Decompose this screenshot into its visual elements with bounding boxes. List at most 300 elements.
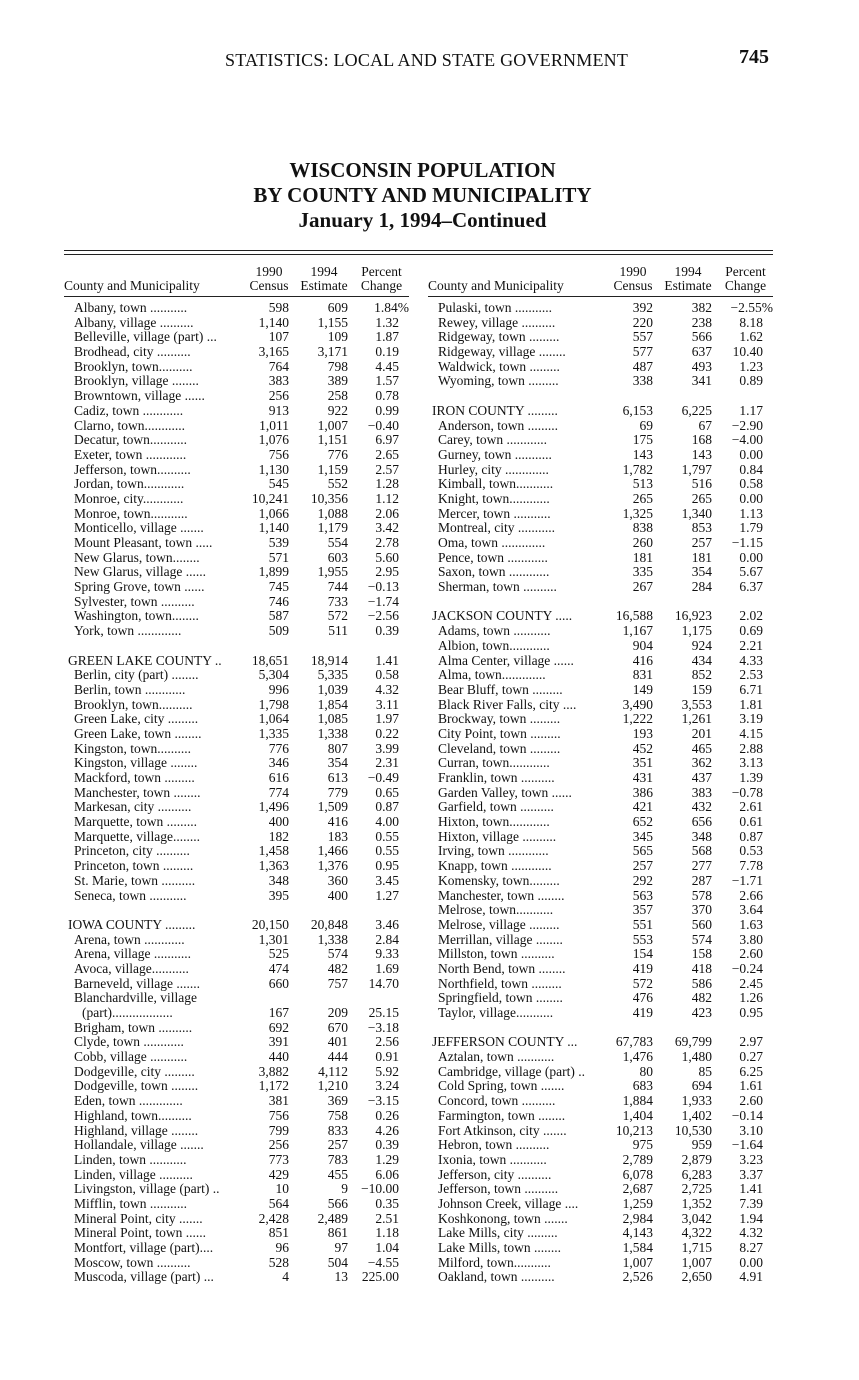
municipality-name: Muscoda, village (part) ...: [74, 1270, 214, 1285]
percent-change: 3.10: [739, 1122, 763, 1138]
estimate-1994: 1,210: [317, 1078, 348, 1094]
table-row: [64, 301, 409, 316]
estimate-1994: 2,650: [681, 1269, 712, 1285]
estimate-1994: 656: [691, 814, 712, 830]
municipality-name: Black River Falls, city ....: [438, 697, 577, 712]
estimate-1994: 69,799: [674, 1034, 712, 1050]
municipality-name: Waldwick, town .........: [438, 359, 560, 374]
running-head: STATISTICS: LOCAL AND STATE GOVERNMENT: [225, 50, 629, 70]
percent-change: −2.56: [367, 608, 399, 624]
census-1990: 1,404: [622, 1107, 653, 1123]
table-row: [428, 977, 773, 992]
estimate-1994: 1,854: [317, 696, 348, 712]
census-1990: 3,490: [622, 696, 653, 712]
estimate-1994: 1,376: [317, 858, 348, 874]
percent-change: 3.42: [375, 520, 399, 536]
percent-change: 2.61: [739, 799, 763, 815]
census-1990: 80: [639, 1063, 653, 1079]
table-row: [64, 727, 409, 742]
census-1990: 107: [268, 329, 289, 345]
table-row: [64, 756, 409, 771]
census-1990: 572: [632, 975, 653, 991]
census-1990: 391: [268, 1034, 289, 1050]
census-1990: 193: [632, 725, 653, 741]
census-1990: 683: [632, 1078, 653, 1094]
census-1990: 1,259: [622, 1195, 653, 1211]
percent-change: 0.58: [739, 476, 763, 492]
table-row: [428, 580, 773, 595]
census-1990: 400: [268, 814, 289, 830]
municipality-name: Knapp, town ............: [438, 859, 552, 874]
municipality-name: York, town .............: [74, 624, 182, 639]
municipality-name: Barneveld, village .......: [74, 976, 200, 991]
census-1990: 1,064: [258, 711, 289, 727]
percent-change: 2.51: [375, 1210, 399, 1226]
census-1990: 764: [268, 358, 289, 374]
estimate-1994: 566: [691, 329, 712, 345]
census-1990: 5,304: [258, 667, 289, 683]
table-row: [428, 536, 773, 551]
municipality-name: Alma, town.............: [438, 668, 546, 683]
table-row: [64, 1124, 409, 1139]
table-row: [428, 712, 773, 727]
table-row: [64, 389, 409, 404]
table-row: [428, 903, 773, 918]
percent-change: −0.40: [367, 417, 399, 433]
estimate-1994: 1,715: [681, 1240, 712, 1255]
table-row: [428, 698, 773, 713]
percent-change: 5.92: [375, 1063, 399, 1079]
municipality-name: Brooklyn, town..........: [74, 359, 193, 374]
double-rule-bottom: [64, 254, 773, 255]
municipality-name: Oakland, town ..........: [438, 1270, 555, 1285]
header-estimate: [296, 265, 352, 293]
census-1990: 1,140: [258, 314, 289, 330]
county-row: [428, 609, 773, 624]
table-row: [64, 580, 409, 595]
table-row: [64, 1212, 409, 1227]
estimate-1994: 20,848: [310, 916, 348, 932]
municipality-name: Kingston, village ........: [74, 756, 198, 771]
table-row: [428, 360, 773, 375]
right-rows: [428, 297, 773, 1285]
municipality-name: IRON COUNTY .........: [432, 403, 558, 418]
estimate-1994: 183: [327, 828, 348, 844]
census-1990: 4,143: [622, 1225, 653, 1241]
header-municipality: County and Municipality: [428, 278, 564, 293]
header-census-line2: Census: [613, 278, 653, 293]
census-1990: 616: [268, 770, 289, 785]
estimate-1994: 1,466: [317, 843, 348, 859]
percent-change: 4.00: [375, 814, 399, 830]
municipality-name: Jefferson, town..........: [74, 462, 191, 477]
census-1990: 345: [632, 828, 653, 844]
table-row: [64, 433, 409, 448]
percent-change: 6.06: [375, 1166, 399, 1182]
municipality-name: Brockway, town .........: [438, 712, 561, 727]
percent-change: 2.45: [739, 975, 763, 991]
header-estimate-line2: Estimate: [300, 278, 348, 293]
municipality-name: Cobb, village ...........: [74, 1050, 188, 1065]
percent-change: 8.27: [739, 1240, 763, 1255]
municipality-name: Rewey, village ..........: [438, 315, 556, 330]
census-1990: 692: [268, 1019, 289, 1035]
table-row: [428, 301, 773, 316]
municipality-name: Livingston, village (part) ..: [74, 1182, 220, 1197]
percent-change: 1.69: [375, 960, 399, 976]
municipality-name: Brodhead, city ..........: [74, 345, 191, 360]
estimate-1994: 1,155: [317, 314, 348, 330]
percent-change: 1.27: [375, 887, 399, 903]
percent-change: 2.66: [739, 887, 763, 903]
percent-change: 2.84: [375, 931, 399, 947]
estimate-1994: 566: [327, 1195, 348, 1211]
percent-change: 2.56: [375, 1034, 399, 1050]
header-change: [718, 265, 773, 293]
census-1990: 149: [632, 681, 653, 697]
table-row: [428, 859, 773, 874]
percent-change: −10.00: [361, 1181, 399, 1197]
table-row: [428, 1182, 773, 1197]
census-1990: 348: [268, 872, 289, 888]
census-1990: 4: [282, 1269, 289, 1285]
municipality-name: IOWA COUNTY .........: [68, 917, 196, 932]
municipality-name: Monticello, village .......: [74, 521, 204, 536]
table-row: [428, 815, 773, 830]
census-1990: 1,140: [258, 520, 289, 536]
table-row: [428, 1124, 773, 1139]
estimate-1994: 437: [691, 770, 712, 785]
municipality-name: JEFFERSON COUNTY ...: [432, 1035, 578, 1050]
census-1990: 429: [268, 1166, 289, 1182]
census-1990: 10,241: [251, 490, 289, 506]
census-1990: 509: [268, 623, 289, 639]
estimate-1994: 2,879: [681, 1151, 712, 1167]
estimate-1994: 1,955: [317, 564, 348, 580]
municipality-name: Montreal, city ...........: [438, 521, 555, 536]
census-1990: 1,496: [258, 799, 289, 815]
estimate-1994: 9: [341, 1181, 348, 1197]
municipality-name: Gurney, town ...........: [438, 447, 552, 462]
percent-change: −0.14: [731, 1107, 763, 1123]
table-row: [64, 874, 409, 889]
census-1990: 1,076: [258, 432, 289, 448]
table-row: [428, 330, 773, 345]
estimate-1994: 1,933: [681, 1093, 712, 1109]
estimate-1994: 1,509: [317, 799, 348, 815]
percent-change: 8.18: [739, 314, 763, 330]
municipality-name: Arena, town ............: [74, 932, 185, 947]
section-gap: [428, 595, 773, 610]
right-column-header: [428, 258, 773, 297]
estimate-1994: 516: [691, 476, 712, 492]
table-row: [64, 889, 409, 904]
estimate-1994: 418: [691, 960, 712, 976]
municipality-name: Brooklyn, town..........: [74, 697, 193, 712]
percent-change: 1.29: [375, 1151, 399, 1167]
census-1990: 838: [632, 520, 653, 536]
estimate-1994: 1,338: [317, 725, 348, 741]
census-1990: 154: [632, 946, 653, 962]
table-row: [64, 316, 409, 331]
estimate-1994: 362: [691, 755, 712, 771]
census-1990: 143: [632, 446, 653, 462]
table-row: [428, 1138, 773, 1153]
census-1990: 756: [268, 446, 289, 462]
header-estimate-line1: 1994: [674, 264, 702, 279]
municipality-name: Garfield, town ..........: [438, 800, 554, 815]
census-1990: 545: [268, 476, 289, 492]
municipality-name: Cold Spring, town .......: [438, 1079, 565, 1094]
municipality-name: Pulaski, town ...........: [438, 301, 553, 315]
census-1990: 746: [268, 593, 289, 609]
census-1990: 16,588: [615, 608, 653, 624]
municipality-name: Brigham, town ..........: [74, 1020, 193, 1035]
estimate-1994: 554: [327, 535, 348, 550]
county-row: [428, 1035, 773, 1050]
municipality-name: GREEN LAKE COUNTY ..: [68, 653, 222, 668]
estimate-1994: 1,007: [681, 1254, 712, 1270]
municipality-name: Concord, town ..........: [438, 1094, 556, 1109]
percent-change: 1.87: [375, 329, 399, 345]
census-1990: 773: [268, 1151, 289, 1167]
table-row: [64, 551, 409, 566]
percent-change: −1.74: [367, 593, 399, 609]
table-row: [64, 962, 409, 977]
percent-change: 6.37: [739, 579, 763, 595]
table-row: [64, 1109, 409, 1124]
estimate-1994: 613: [327, 770, 348, 785]
municipality-name: Northfield, town .........: [438, 976, 562, 991]
estimate-1994: 10,356: [310, 490, 348, 506]
section-gap: [428, 1021, 773, 1036]
estimate-1994: 733: [327, 593, 348, 609]
header-change-line2: Change: [724, 278, 767, 293]
census-1990: 381: [268, 1093, 289, 1109]
percent-change: 1.39: [739, 770, 763, 785]
municipality-name: Manchester, town ........: [74, 785, 201, 800]
percent-change: 0.26: [375, 1107, 399, 1123]
percent-change: 25.15: [368, 1005, 399, 1020]
percent-change: −3.15: [367, 1093, 399, 1109]
percent-change: 0.87: [739, 828, 763, 844]
census-1990: 256: [268, 388, 289, 404]
estimate-1994: 10,530: [674, 1122, 712, 1138]
census-1990: 1,476: [622, 1049, 653, 1065]
table-row: [64, 1168, 409, 1183]
table-row: [64, 565, 409, 580]
percent-change: 1.28: [375, 476, 399, 492]
municipality-name: Eden, town .............: [74, 1094, 183, 1109]
table-row: [64, 507, 409, 522]
municipality-name: Oma, town .............: [438, 536, 546, 550]
percent-change: −2.55%: [730, 300, 773, 315]
percent-change: 4.26: [375, 1122, 399, 1138]
percent-change: −1.64: [731, 1137, 763, 1153]
table-row: [64, 1197, 409, 1212]
census-1990: 96: [275, 1240, 289, 1255]
census-1990: 563: [632, 887, 653, 903]
table-row: [64, 1153, 409, 1168]
county-row: [428, 404, 773, 419]
census-1990: 564: [268, 1195, 289, 1211]
census-1990: 1,458: [258, 843, 289, 859]
municipality-name: Avoca, village...........: [74, 961, 189, 976]
estimate-1994: 1,402: [681, 1107, 712, 1123]
percent-change: 1.61: [739, 1078, 763, 1094]
table-row: [428, 1006, 773, 1021]
percent-change: 1.13: [739, 505, 763, 521]
estimate-1994: 13: [334, 1269, 348, 1285]
percent-change: 1.57: [375, 373, 399, 389]
percent-change: 0.22: [375, 725, 399, 741]
table-row: [64, 991, 409, 1006]
percent-change: 225.00: [361, 1269, 399, 1285]
municipality-name: Lake Mills, city .........: [438, 1226, 558, 1241]
table-row: [64, 1182, 409, 1197]
header-census-line2: Census: [249, 278, 289, 293]
table-row: [64, 800, 409, 815]
census-1990: 571: [268, 549, 289, 565]
percent-change: −4.00: [731, 432, 763, 448]
municipality-name: Arena, village ...........: [74, 947, 191, 962]
census-1990: 774: [268, 784, 289, 800]
census-1990: 357: [632, 902, 653, 918]
table-row: [428, 918, 773, 933]
municipality-name: Saxon, town ............: [438, 565, 550, 580]
percent-change: 0.53: [739, 843, 763, 859]
table-row: [64, 771, 409, 786]
header-change: [354, 265, 409, 293]
municipality-name: Montfort, village (part)....: [74, 1241, 214, 1255]
estimate-1994: 574: [691, 931, 712, 947]
estimate-1994: 444: [327, 1049, 348, 1065]
census-1990: 1,884: [622, 1093, 653, 1109]
census-1990: 487: [632, 358, 653, 374]
estimate-1994: 670: [327, 1019, 348, 1035]
municipality-name: Alma Center, village ......: [438, 653, 574, 668]
estimate-1994: 779: [327, 784, 348, 800]
census-1990: 577: [632, 344, 653, 360]
census-1990: 257: [632, 858, 653, 874]
municipality-name: Kingston, town..........: [74, 741, 192, 756]
census-1990: 167: [268, 1005, 289, 1020]
percent-change: 0.27: [739, 1049, 763, 1065]
municipality-name: Clarno, town............: [74, 418, 185, 433]
municipality-name: Kimball, town...........: [438, 477, 554, 492]
percent-change: 0.89: [739, 373, 763, 389]
estimate-1994: 265: [691, 490, 712, 506]
census-1990: 652: [632, 814, 653, 830]
table-row: [64, 977, 409, 992]
header-municipality: County and Municipality: [64, 278, 200, 293]
table-row: [428, 374, 773, 389]
census-1990: 2,428: [258, 1210, 289, 1226]
percent-change: 2.95: [375, 564, 399, 580]
municipality-name: Manchester, town ........: [438, 888, 565, 903]
estimate-1994: 4,322: [681, 1225, 712, 1241]
percent-change: 1.84%: [374, 300, 409, 315]
estimate-1994: 1,340: [681, 505, 712, 521]
percent-change: 4.45: [375, 358, 399, 374]
municipality-name: Springfield, town ........: [438, 991, 563, 1006]
estimate-1994: 455: [327, 1166, 348, 1182]
census-1990: 587: [268, 608, 289, 624]
estimate-1994: 3,042: [681, 1210, 712, 1226]
census-1990: 2,984: [622, 1210, 653, 1226]
municipality-name: Franklin, town ..........: [438, 771, 555, 785]
percent-change: 6.71: [739, 681, 763, 697]
header-change-line1: Percent: [725, 264, 766, 279]
municipality-name: Dodgeville, town ........: [74, 1079, 199, 1094]
estimate-1994: 574: [327, 946, 348, 962]
percent-change: 2.60: [739, 946, 763, 962]
municipality-name: Jordan, town............: [74, 477, 185, 492]
census-1990: 6,153: [622, 402, 653, 418]
municipality-name: Cambridge, village (part) ..: [438, 1064, 585, 1079]
percent-change: 0.69: [739, 623, 763, 639]
percent-change: 1.62: [739, 329, 763, 345]
municipality-name: Adams, town ...........: [438, 624, 551, 639]
table-row: [64, 521, 409, 536]
municipality-name: Mineral Point, city .......: [74, 1211, 203, 1226]
estimate-1994: 3,553: [681, 696, 712, 712]
municipality-name: Fort Atkinson, city .......: [438, 1123, 567, 1138]
census-1990: 975: [632, 1137, 653, 1153]
percent-change: 1.18: [375, 1225, 399, 1241]
census-1990: 1,798: [258, 696, 289, 712]
estimate-1994: 16,923: [674, 608, 712, 624]
census-1990: 2,526: [622, 1269, 653, 1285]
title-line-1: WISCONSIN POPULATION: [289, 158, 556, 182]
percent-change: −3.18: [367, 1019, 399, 1035]
estimate-1994: 1,085: [317, 711, 348, 727]
percent-change: 2.21: [739, 637, 763, 653]
percent-change: 3.46: [375, 916, 399, 932]
census-1990: 346: [268, 755, 289, 771]
table-row: [428, 786, 773, 801]
percent-change: 2.78: [375, 535, 399, 550]
percent-change: 0.65: [375, 784, 399, 800]
municipality-name: Sherman, town ..........: [438, 580, 557, 595]
estimate-1994: 783: [327, 1151, 348, 1167]
percent-change: 3.64: [739, 902, 763, 918]
percent-change: 0.78: [375, 388, 399, 404]
table-row: [428, 1050, 773, 1065]
percent-change: 3.24: [375, 1078, 399, 1094]
estimate-1994: 511: [328, 623, 348, 639]
table-row: [64, 698, 409, 713]
table-row: [64, 1256, 409, 1271]
percent-change: 1.79: [739, 520, 763, 536]
estimate-1994: 287: [691, 872, 712, 888]
table-row: [428, 830, 773, 845]
table-row: [64, 859, 409, 874]
census-1990: 799: [268, 1122, 289, 1138]
municipality-name: Blanchardville, village: [74, 991, 197, 1006]
estimate-1994: 1,797: [681, 461, 712, 477]
estimate-1994: 6,283: [681, 1166, 712, 1182]
municipality-name: Linden, village ..........: [74, 1167, 193, 1182]
census-1990: 383: [268, 373, 289, 389]
estimate-1994: 758: [327, 1107, 348, 1123]
municipality-name: Markesan, city ..........: [74, 800, 192, 815]
percent-change: 1.12: [375, 490, 399, 506]
table-row: [64, 1050, 409, 1065]
table-row: [64, 1226, 409, 1241]
estimate-1994: 159: [691, 681, 712, 697]
census-1990: 69: [639, 417, 653, 433]
